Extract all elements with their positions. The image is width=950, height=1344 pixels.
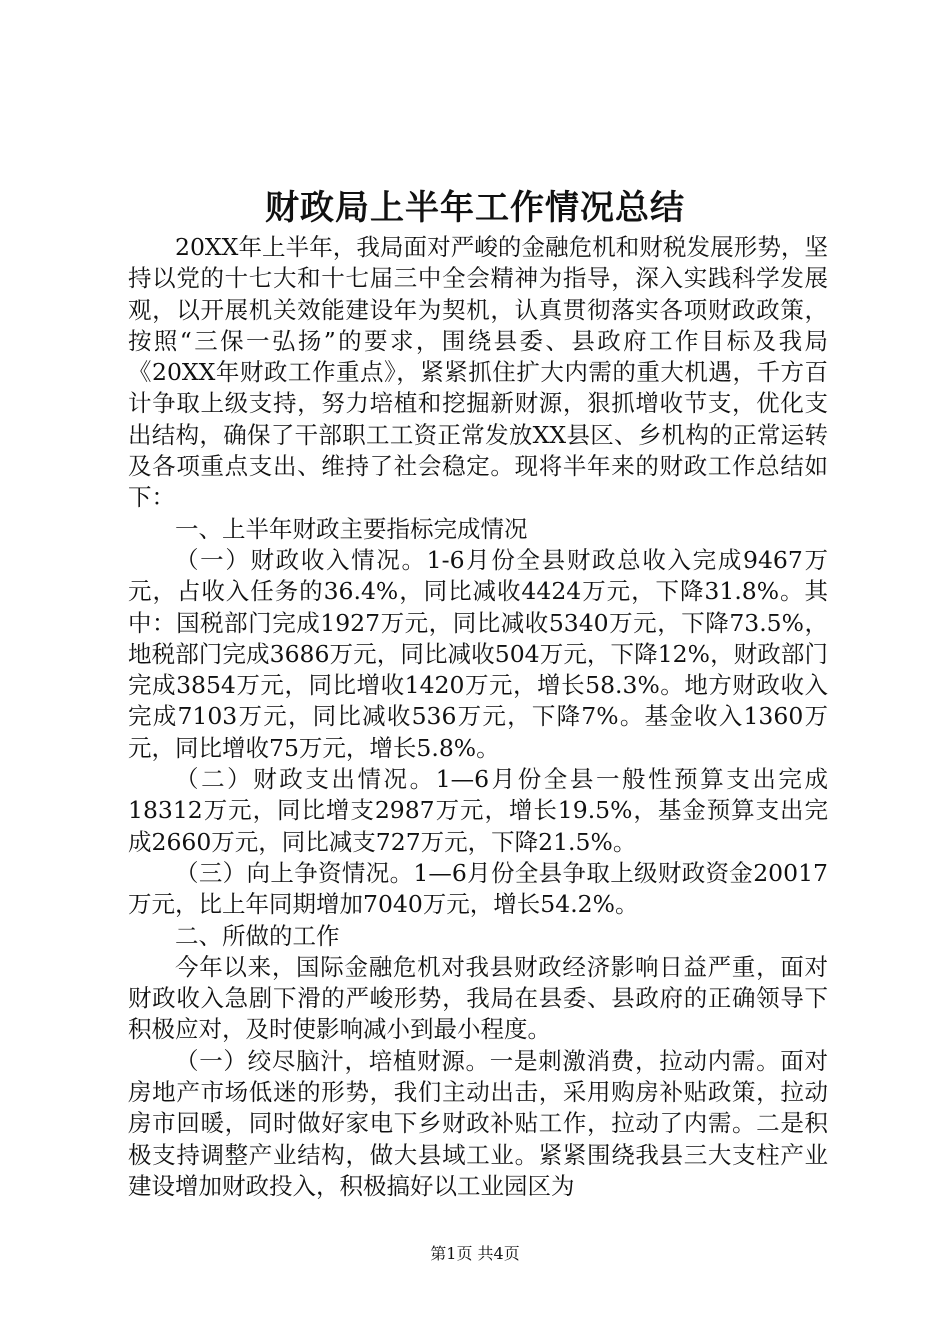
paragraph-revenue: （一）财政收入情况。1-6月份全县财政总收入完成9467万元，占收入任务的36.4%，同比减收4424万元，下降31.8%。其中：国税部门完成1927万元，同比减收5340万元，下降73.5%，地税部门完成3686万元，同比减收504万元，下降12%，财政部门完成3854万元，同比增收1420万元，增长58.3%。地方财政收入完成7103万元，同比减收536万元，下降7%。基金收入1360万元，同比增收75万元，增长5.8%。 (128, 545, 828, 762)
paragraph-work-intro: 今年以来，国际金融危机对我县财政经济影响日益严重，面对财政收入急剧下滑的严峻形势，我局在县委、县政府的正确领导下积极应对，及时使影响减小到最小程度。 (128, 952, 828, 1044)
page-footer: 第1页 共4页 (430, 1244, 520, 1263)
paragraph-intro: 20XX年上半年，我局面对严峻的金融危机和财税发展形势，坚持以党的十七大和十七届三中全会精神为指导，深入实践科学发展观，以开展机关效能建设年为契机，认真贯彻落实各项财政政策，按照“三保一弘扬”的要求，围绕县委、县政府工作目标及我局《20XX年财政工作重点》，紧紧抓住扩大内需的重大机遇，千方百计争取上级支持，努力培植和挖掘新财源，狠抓增收节支，优化支出结构，确保了干部职工工资正常发放XX县区、乡机构的正常运转及各项重点支出、维持了社会稳定。现将半年来的财政工作总结如下： (128, 233, 828, 512)
section-heading-1: 一、上半年财政主要指标完成情况 (175, 514, 528, 543)
paragraph-expenditure: （二）财政支出情况。1—6月份全县一般性预算支出完成18312万元，同比增支2987万元，增长19.5%，基金预算支出完成2660万元，同比减支727万元，下降21.5%。 (128, 765, 828, 856)
section-heading-2: 二、所做的工作 (175, 921, 340, 950)
document-title: 财政局上半年工作情况总结 (265, 188, 685, 228)
paragraph-funding: （三）向上争资情况。1—6月份全县争取上级财政资金20017万元，比上年同期增加7040万元，增长54.2%。 (128, 858, 828, 919)
document-body (128, 232, 828, 1202)
paragraph-cultivate-revenue: （一）绞尽脑汁，培植财源。一是刺激消费，拉动内需。面对房地产市场低迷的形势，我们主动出击，采用购房补贴政策，拉动房市回暖，同时做好家电下乡财政补贴工作，拉动了内需。二是积极支持调整产业结构，做大县域工业。紧紧围绕我县三大支柱产业建设增加财政投入，积极搞好以工业园区为 (128, 1046, 828, 1200)
